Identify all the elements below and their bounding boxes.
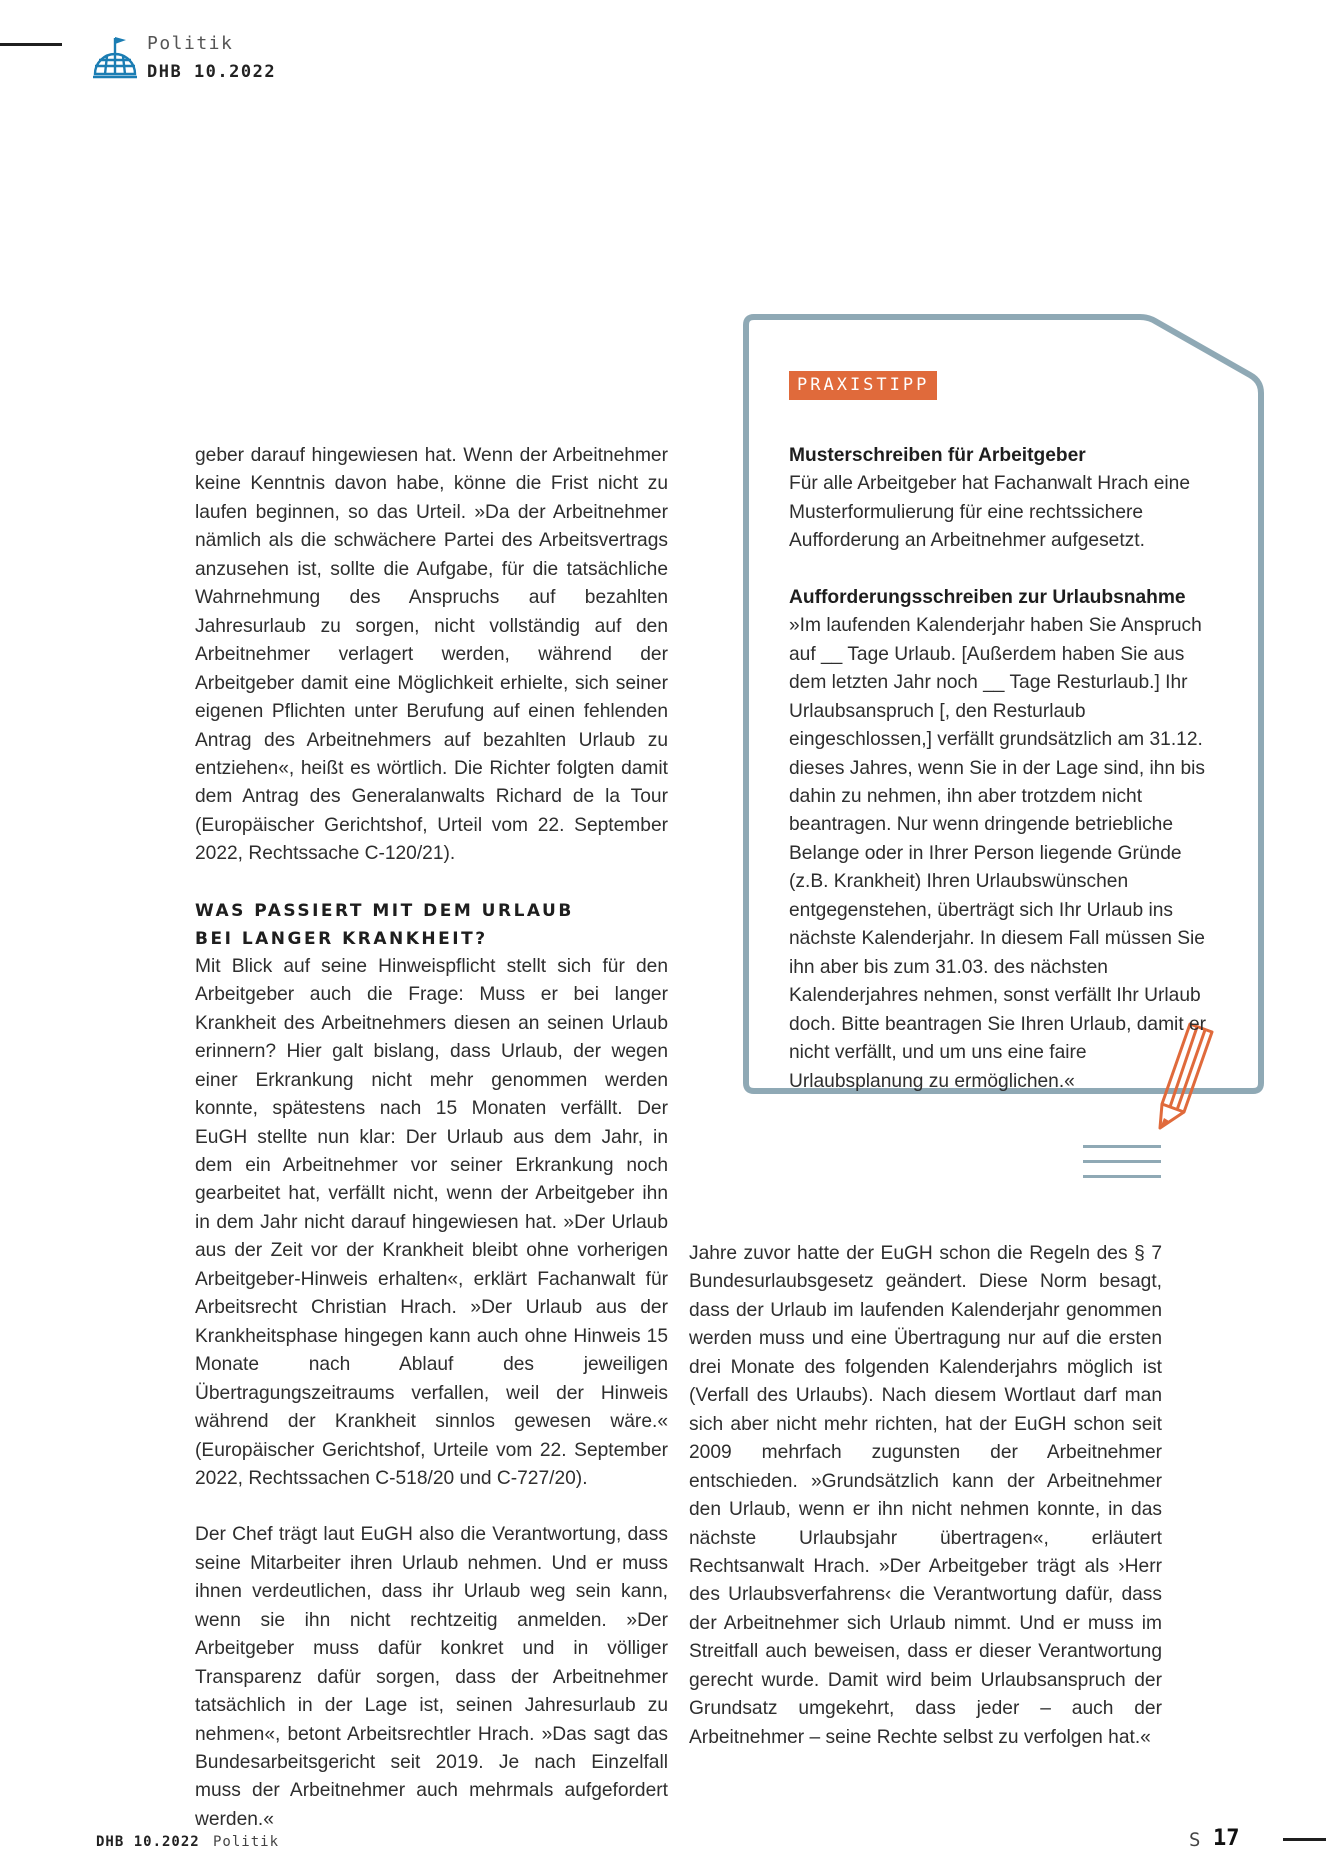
subheading	[195, 897, 668, 953]
paragraph: Mit Blick auf seine Hinweispflicht stellt sich für den Arbeitgeber auch die Frage: Muss er bei langer Krankheit des Arbeitnehmers diesen an seinen Urlaub erinnern? Hier galt bislang, dass Urlaub, der wegen einer Erkrankung nicht mehr genommen werden konnte, spätestens nach 15 Monaten verfällt. Der EuGH stellte nun klar: Der Urlaub aus dem Jahr, in dem ein Arbeitnehmer vor seiner Erkrankung noch gearbeitet hat, verfällt nicht, wenn der Arbeitgeber ihn in dem Jahr nicht darauf hingewiesen hat. »Der Urlaub aus der Zeit vor der Krankheit bleibt ohne vorherigen Arbeitgeber-Hinweis erhalten«, erklärt Fachanwalt für Arbeitsrecht Christian Hrach. »Der Urlaub aus der Krankheitsphase hingegen kann auch ohne Hinweis 15 Monate nach Ablauf des jeweiligen Übertragungszeitraums verfallen, weil der Hinweis während der Krankheit sinnlos gewesen wäre.« (Europäischer Gerichtshof, Urteile vom 22. September 2022, Rechtssachen C-518/20 und C-727/20).	[195, 955, 668, 1489]
footer-rule	[1283, 1838, 1326, 1841]
tip-heading: Aufforderungsschreiben zur Urlaubsnahme	[789, 586, 1186, 608]
article-column-left	[195, 442, 668, 1834]
paragraph: Der Chef trägt laut EuGH also die Verantwortung, dass seine Mitarbeiter ihren Urlaub nehmen. Und er muss ihnen verdeutlichen, dass ihr Urlaub weg sein kann, wenn sie ihn nicht rechtzeitig anmelden. »Der Arbeitgeber muss dafür konkret und in völliger Transparenz dafür sorgen, dass der Arbeitnehmer tatsächlich in der Lage ist, seinen Jahresurlaub zu nehmen«, betont Arbeitsrechtler Hrach. »Das sagt das Bundesarbeitsgericht seit 2019. Je nach Einzelfall muss der Arbeitnehmer auch mehrmals aufgefordert werden.«	[195, 1524, 668, 1830]
header-rule	[0, 43, 62, 46]
footer-section: Politik	[213, 1834, 280, 1850]
footer-issue: DHB 10.2022	[96, 1834, 200, 1850]
parliament-dome-icon	[93, 34, 137, 80]
paragraph: geber darauf hingewiesen hat. Wenn der Arbeitnehmer keine Kenntnis davon habe, könne die Frist nicht zu laufen beginnen, so das Urteil. »Da der Arbeitnehmer nämlich als die schwächere Partei des Arbeitsvertrags anzusehen ist, sollte die Aufgabe, für die tatsächliche Wahrnehmung des Anspruchs auf bezahlten Jahresurlaub zu sorgen, nicht vollständig auf den Arbeitnehmer verlagert werden, während der Arbeitgeber damit eine Möglichkeit erhielte, sich seiner eigenen Pflichten unter Berufung auf einen fehlenden Antrag des Arbeitnehmers auf bezahlten Urlaub zu entziehen«, heißt es wörtlich. Die Richter folgten damit dem Antrag des Generalanwalts Richard de la Tour (Europäischer Gerichtshof, Urteil vom 22. September 2022, Rechtssache C-120/21).	[195, 445, 668, 865]
header-issue-label: DHB 10.2022	[147, 62, 277, 82]
tip-heading: Musterschreiben für Arbeitgeber	[789, 445, 1086, 466]
tip-text: »Im laufenden Kalenderjahr haben Sie Anspruch auf __ Tage Urlaub. [Außerdem haben Sie aus dem letzten Jahr noch __ Tage Resturlaub.] Ihr Urlaubsanspruch [, den Resturlaub eingeschlossen,] verfällt grundsätzlich am 31.12. dieses Jahres, wenn Sie in der Lage sind, ihn bis dahin zu nehmen, ihn aber trotzdem nicht beantragen. Nur wenn dringende betriebliche Belange oder in Ihrer Person liegende Gründe (z.B. Krankheit) Ihren Urlaubswünschen entgegenstehen, überträgt sich Ihr Urlaub ins nächste Kalenderjahr. In diesem Fall müssen Sie ihn aber bis zum 31.03. des nächsten Kalenderjahres nehmen, sonst verfällt Ihr Urlaub doch. Bitte beantragen Sie Ihren Urlaub, damit er nicht verfällt, und um uns eine faire Urlaubsplanung zu ermöglichen.«	[789, 615, 1207, 1092]
decorative-lines	[1083, 1145, 1161, 1178]
page-number: 17	[1213, 1826, 1240, 1851]
header-section-label: Politik	[147, 33, 234, 54]
praxistipp-content	[789, 442, 1225, 1096]
tip-text: Für alle Arbeitgeber hat Fachanwalt Hrach eine Musterformulierung für eine rechtssichere Aufforderung an Arbeitnehmer aufgesetzt.	[789, 473, 1191, 552]
paragraph: Jahre zuvor hatte der EuGH schon die Regeln des § 7 Bundesurlaubsgesetz geändert. Diese Norm besagt, dass der Urlaub im laufenden Kalenderjahr genommen werden muss und eine Übertragung nur auf die ersten drei Monate des folgenden Kalenderjahrs möglich ist (Verfall des Urlaubs). Nach diesem Wortlaut darf man sich aber nicht mehr richten, hat der EuGH schon seit 2009 mehrfach zugunsten der Arbeitnehmer entschieden. »Grundsätzlich kann der Arbeitnehmer den Urlaub, wenn er ihn nicht nehmen konnte, in das nächste Urlaubsjahr übertragen«, erläutert Rechtsanwalt Hrach. »Der Arbeitgeber trägt als ›Herr des Urlaubsverfahrens‹ die Verantwortung dafür, dass der Arbeitnehmer sich Urlaub nimmt. Und er muss im Streitfall auch beweisen, dass er dieser Verantwortung gerecht wurde. Damit wird beim Urlaubsanspruch der Grundsatz umgekehrt, dass jeder – auch der Arbeitnehmer – seine Rechte selbst zu verfolgen hat.«	[689, 1243, 1162, 1748]
praxistipp-badge: PRAXISTIPP	[789, 371, 937, 400]
page-prefix: S	[1189, 1829, 1201, 1851]
article-column-right	[689, 1240, 1162, 1752]
subheading-line: WAS PASSIERT MIT DEM URLAUB	[195, 900, 574, 921]
subheading-line: BEI LANGER KRANKHEIT?	[195, 928, 488, 949]
